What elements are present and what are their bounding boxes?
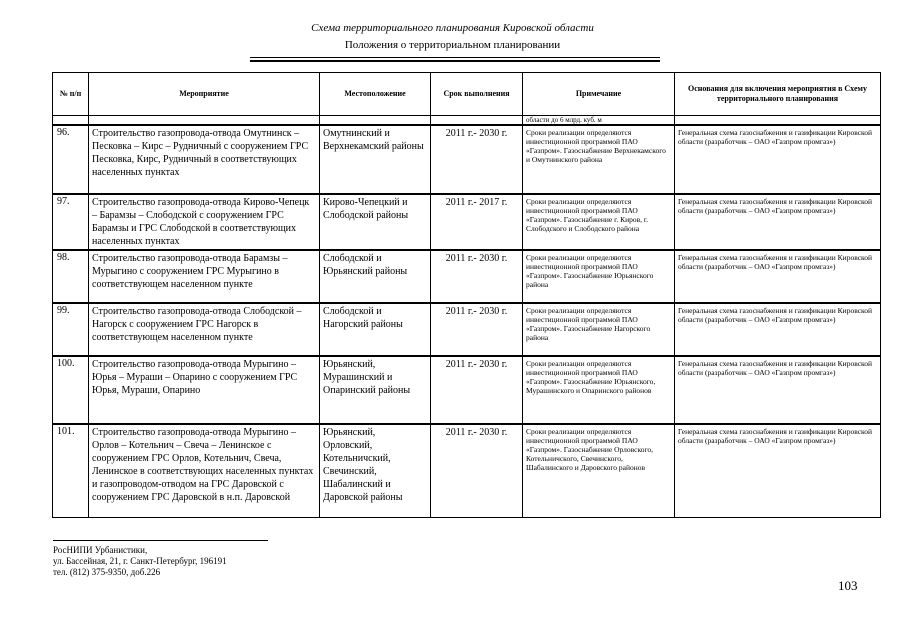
row-basis: Генеральная схема газоснабжения и газификации Кировской области (разработчик – ОАО «Газпром промгаз») [675,303,881,356]
row-location: Кирово-Чепецкий и Слободской районы [320,194,431,250]
col-header-note: Примечание [523,73,675,116]
header-rule-thick [250,60,660,62]
col-header-term: Срок выполнения [431,73,523,116]
row-basis: Генеральная схема газоснабжения и газификации Кировской области (разработчик – ОАО «Газпром промгаз») [675,356,881,424]
row-basis: Генеральная схема газоснабжения и газификации Кировской области (разработчик – ОАО «Газпром промгаз») [675,250,881,303]
footer-phone: тел. (812) 375-9350, доб.226 [53,567,161,577]
table-row [53,303,881,356]
row-note: Сроки реализации определяются инвестиционной программой ПАО «Газпром». Газоснабжение Нагорского района [523,303,675,356]
table-row [53,250,881,303]
header-rule [250,57,660,58]
row-num: 99. [53,303,89,356]
footer-rule [53,540,268,541]
footer-org: РосНИПИ Урбанистики, [53,545,148,555]
document-subtitle: Положения о территориальном планировании [344,39,561,51]
continuation-row [53,116,881,126]
row-measure: Строительство газопровода-отвода Мурыгино – Юрья – Мураши – Опарино с сооружением ГРС Юрья, Мураши, Опарино [89,356,320,424]
table-row [53,424,881,517]
row-term: 2011 г.- 2030 г. [431,356,523,424]
row-num: 96. [53,125,89,194]
row-num: 97. [53,194,89,250]
row-num: 98. [53,250,89,303]
row-basis: Генеральная схема газоснабжения и газификации Кировской области (разработчик – ОАО «Газпром промгаз») [675,125,881,194]
row-location: Юрьянский, Орловский, Котельничский, Свечинский, Шабалинский и Даровской районы [320,424,431,517]
document-title: Схема территориального планирования Кировской области [311,22,594,34]
col-header-measure: Мероприятие [89,73,320,116]
row-note: Сроки реализации определяются инвестиционной программой ПАО «Газпром». Газоснабжение г. Киров, г. Слободского и Слободского района [523,194,675,250]
row-term: 2011 г.- 2030 г. [431,125,523,194]
row-measure: Строительство газопровода-отвода Барамзы – Мурыгино с сооружением ГРС Мурыгино в соответствующем населенном пункте [89,250,320,303]
row-basis: Генеральная схема газоснабжения и газификации Кировской области (разработчик – ОАО «Газпром промгаз») [675,194,881,250]
measures-table [52,72,881,518]
footer [53,545,227,578]
row-measure: Строительство газопровода-отвода Кирово-Чепецк – Барамзы – Слободской с сооружением ГРС Барамзы и ГРС Слободской в соответствующих населенных пунктах [89,194,320,250]
col-header-num: № п/п [53,73,89,116]
row-basis: Генеральная схема газоснабжения и газификации Кировской области (разработчик – ОАО «Газпром промгаз») [675,424,881,517]
continued-note: области до 6 млрд. куб. м [523,116,675,126]
col-header-basis: Основания для включения мероприятия в Схему территориального планирования [675,73,881,116]
row-term: 2011 г.- 2030 г. [431,424,523,517]
row-num: 100. [53,356,89,424]
row-term: 2011 г.- 2030 г. [431,303,523,356]
row-location: Слободской и Нагорский районы [320,303,431,356]
row-term: 2011 г.- 2030 г. [431,250,523,303]
row-measure: Строительство газопровода-отвода Слободской – Нагорск с сооружением ГРС Нагорск в соответствующем населенном пункте [89,303,320,356]
row-measure: Строительство газопровода-отвода Мурыгино – Орлов – Котельнич – Свеча – Ленинское с сооружением ГРС Орлов, Котельнич, Свеча, Ленинское в соответствующих населенных пунктах и газопроводом-отводом на ГРС Даровской с сооружением ГРС Даровской в н.п. Даровской [89,424,320,517]
row-location: Юрьянский, Мурашинский и Опаринский районы [320,356,431,424]
col-header-location: Местоположение [320,73,431,116]
table-row [53,125,881,194]
page-number: 103 [838,578,858,593]
table-row [53,194,881,250]
table-row [53,356,881,424]
row-measure: Строительство газопровода-отвода Омутнинск – Песковка – Кирс – Рудничный с сооружением ГРС Песковка, Кирс, Рудничный в соответствующих населенных пунктах [89,125,320,194]
row-note: Сроки реализации определяются инвестиционной программой ПАО «Газпром». Газоснабжение Орловского, Котельничского, Свечинского, Шабалинского и Даровского районов [523,424,675,517]
footer-address: ул. Бассейная, 21, г. Санкт-Петербург, 196191 [53,556,227,566]
row-location: Омутнинский и Верхнекамский районы [320,125,431,194]
row-note: Сроки реализации определяются инвестиционной программой ПАО «Газпром». Газоснабжение Верхнекамского и Омутнинского района [523,125,675,194]
row-note: Сроки реализации определяются инвестиционной программой ПАО «Газпром». Газоснабжение Юрьянского района [523,250,675,303]
row-term: 2011 г.- 2017 г. [431,194,523,250]
row-note: Сроки реализации определяются инвестиционной программой ПАО «Газпром». Газоснабжение Юрьянского, Мурашинского и Опаринского районов [523,356,675,424]
row-num: 101. [53,424,89,517]
row-location: Слободской и Юрьянский районы [320,250,431,303]
